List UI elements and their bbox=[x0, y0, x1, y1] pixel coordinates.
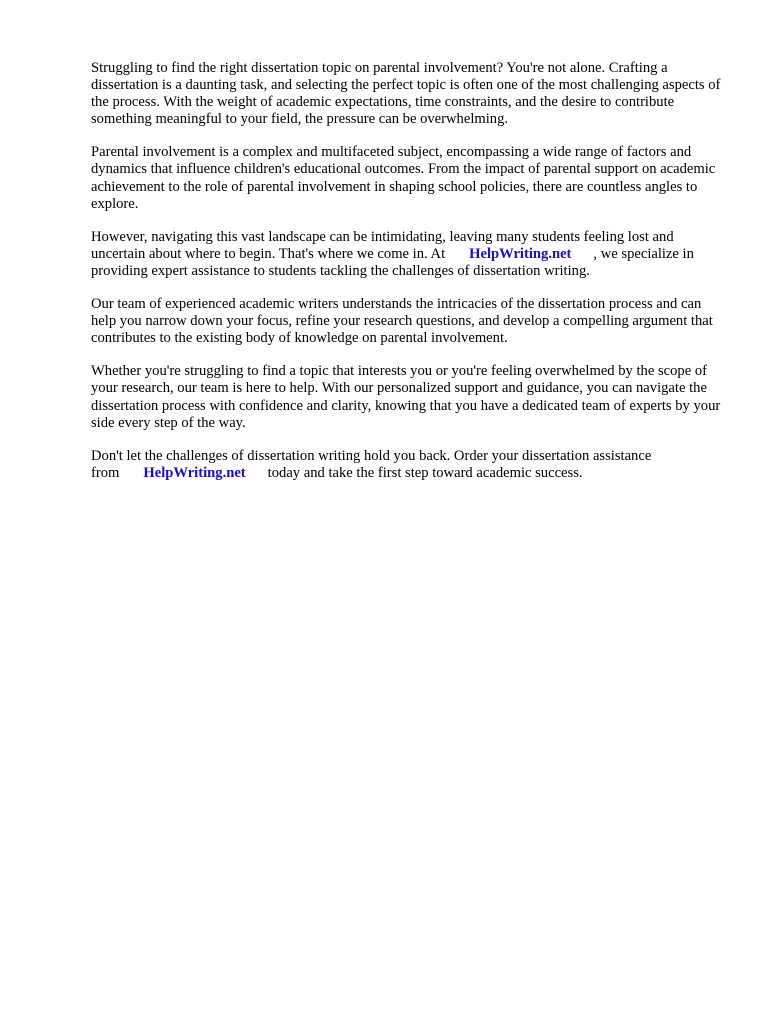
paragraph-navigation-text-before: However, navigating this vast landscape can be intimidating, leaving many students feeling lost and uncertain about where to begin. That's where we come in. At bbox=[91, 228, 674, 262]
document-page bbox=[91, 60, 723, 498]
paragraph-cta-text-after: today and take the first step toward academic success. bbox=[267, 464, 583, 481]
paragraph-intro: Struggling to find the right dissertation topic on parental involvement? You're not alone. Crafting a dissertation is a daunting task, and selecting the perfect topic is often one of the most challenging aspects of the process. With the weight of academic expectations, time constraints, and the desire to contribute something meaningful to your field, the pressure can be overwhelming. bbox=[91, 60, 721, 128]
paragraph-cta-text-before: Don't let the challenges of dissertation writing hold you back. Order your dissertation assistance from bbox=[91, 447, 652, 481]
paragraph-navigation bbox=[91, 229, 723, 280]
paragraph-navigation-text-after: , we specialize in providing expert assistance to students tackling the challenges of dissertation writing. bbox=[91, 245, 694, 279]
helpwriting-link-cta[interactable]: HelpWriting.net bbox=[143, 464, 246, 481]
paragraph-support: Whether you're struggling to find a topic that interests you or you're feeling overwhelmed by the scope of your research, our team is here to help. With our personalized support and guidance, you can navigate the dissertation process with confidence and clarity, knowing that you have a dedicated team of experts by your side every step of the way. bbox=[91, 363, 721, 431]
helpwriting-link[interactable]: HelpWriting.net bbox=[469, 245, 572, 262]
paragraph-complexity: Parental involvement is a complex and multifaceted subject, encompassing a wide range of factors and dynamics that influence children's educational outcomes. From the impact of parental support on academic achievement to the role of parental involvement in shaping school policies, there are countless angles to explore. bbox=[91, 144, 716, 212]
paragraph-team: Our team of experienced academic writers understands the intricacies of the dissertation process and can help you narrow down your focus, refine your research questions, and develop a compelling argument that contributes to the existing body of knowledge on parental involvement. bbox=[91, 296, 713, 347]
paragraph-call-to-action bbox=[91, 448, 723, 482]
